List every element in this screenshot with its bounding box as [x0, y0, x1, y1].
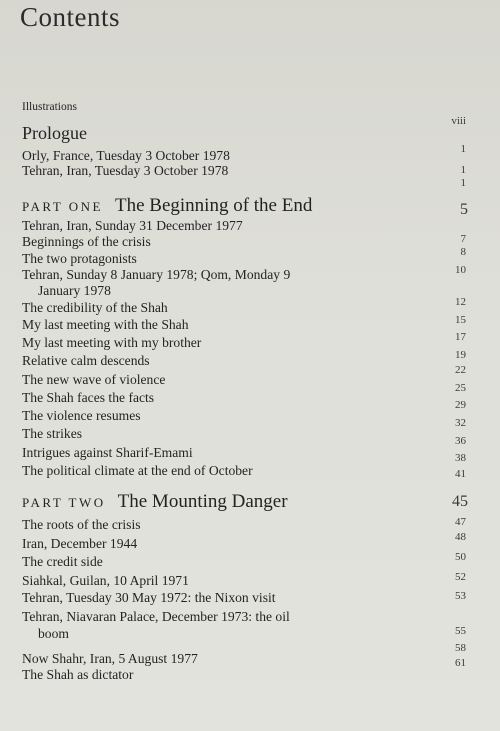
toc-entry: Tehran, Iran, Sunday 31 December 1977 — [22, 218, 243, 233]
entry-page: 1 — [460, 164, 466, 176]
toc-entry: The credibility of the Shah — [22, 300, 168, 315]
toc-entry: Tehran, Tuesday 30 May 1972: the Nixon visit — [22, 590, 276, 605]
toc-entry: Tehran, Iran, Tuesday 3 October 1978 — [22, 163, 229, 178]
entry-page: 41 — [455, 468, 466, 480]
entry-text: Illustrations — [22, 101, 77, 113]
toc-entry: Siahkal, Guilan, 10 April 1971 — [22, 573, 189, 588]
entry-page: 29 — [455, 399, 466, 411]
part-two-page: 45 — [452, 493, 468, 510]
entry-page: 52 — [455, 571, 466, 583]
prologue-heading: Prologue — [22, 123, 87, 143]
toc-entry: Iran, December 1944 — [22, 536, 138, 551]
entry-page: 38 — [455, 452, 466, 464]
entry-page: 17 — [455, 331, 466, 343]
entry-page: 1 — [460, 177, 466, 189]
entry-page: 22 — [455, 364, 466, 376]
prologue-page: 1 — [460, 143, 466, 155]
entry-page: 47 — [455, 516, 466, 528]
toc-entry: Tehran, Niavaran Palace, December 1973: the oil — [22, 609, 290, 624]
entry-page: 58 — [455, 642, 466, 654]
toc-entry: Relative calm descends — [22, 353, 150, 368]
entry-page: 50 — [455, 551, 466, 563]
toc-entry: My last meeting with my brother — [22, 335, 202, 350]
toc-entry: My last meeting with the Shah — [22, 317, 189, 332]
toc-entry: The two protagonists — [22, 251, 137, 266]
entry-page: viii — [451, 115, 466, 127]
part-title: The Beginning of the End — [115, 195, 313, 216]
part-one-page: 5 — [460, 201, 468, 218]
toc-entry: Intrigues against Sharif-Emami — [22, 445, 193, 460]
toc-entry: Orly, France, Tuesday 3 October 1978 — [22, 148, 230, 163]
entry-page: 7 — [460, 233, 466, 245]
toc-entry: boom — [38, 626, 69, 641]
entry-page: 32 — [455, 417, 466, 429]
part-label: PART TWO — [22, 495, 106, 510]
toc-entry: The strikes — [22, 426, 83, 441]
part-title: The Mounting Danger — [117, 491, 288, 512]
toc-entry: The new wave of violence — [22, 372, 166, 387]
toc-entry: The credit side — [22, 554, 103, 569]
entry-page: 10 — [455, 264, 466, 276]
entry-page: 48 — [455, 531, 466, 543]
toc-entry: The violence resumes — [22, 408, 141, 423]
entry-page: 55 — [455, 625, 466, 637]
entry-page: 19 — [455, 349, 466, 361]
toc-entry: The roots of the crisis — [22, 517, 141, 532]
toc-entry: The political climate at the end of October — [22, 463, 253, 478]
entry-page: 25 — [455, 382, 466, 394]
toc-entry: Now Shahr, Iran, 5 August 1977 — [22, 651, 198, 666]
entry-page: 8 — [460, 246, 466, 258]
entry-page: 36 — [455, 435, 466, 447]
part-one-heading — [22, 196, 312, 217]
toc-entry: The Shah as dictator — [22, 667, 134, 682]
toc-entry: The Shah faces the facts — [22, 390, 155, 405]
entry-page: 12 — [455, 296, 466, 308]
part-label: PART ONE — [22, 199, 103, 214]
entry-page: 53 — [455, 590, 466, 602]
entry-page: 61 — [455, 657, 466, 669]
toc-entry: January 1978 — [38, 283, 111, 298]
entry-page: 15 — [455, 314, 466, 326]
page-title: Contents — [20, 2, 121, 32]
toc-entry: Beginnings of the crisis — [22, 234, 151, 249]
part-two-heading — [22, 492, 288, 513]
toc-entry: Tehran, Sunday 8 January 1978; Qom, Monday 9 — [22, 267, 291, 282]
